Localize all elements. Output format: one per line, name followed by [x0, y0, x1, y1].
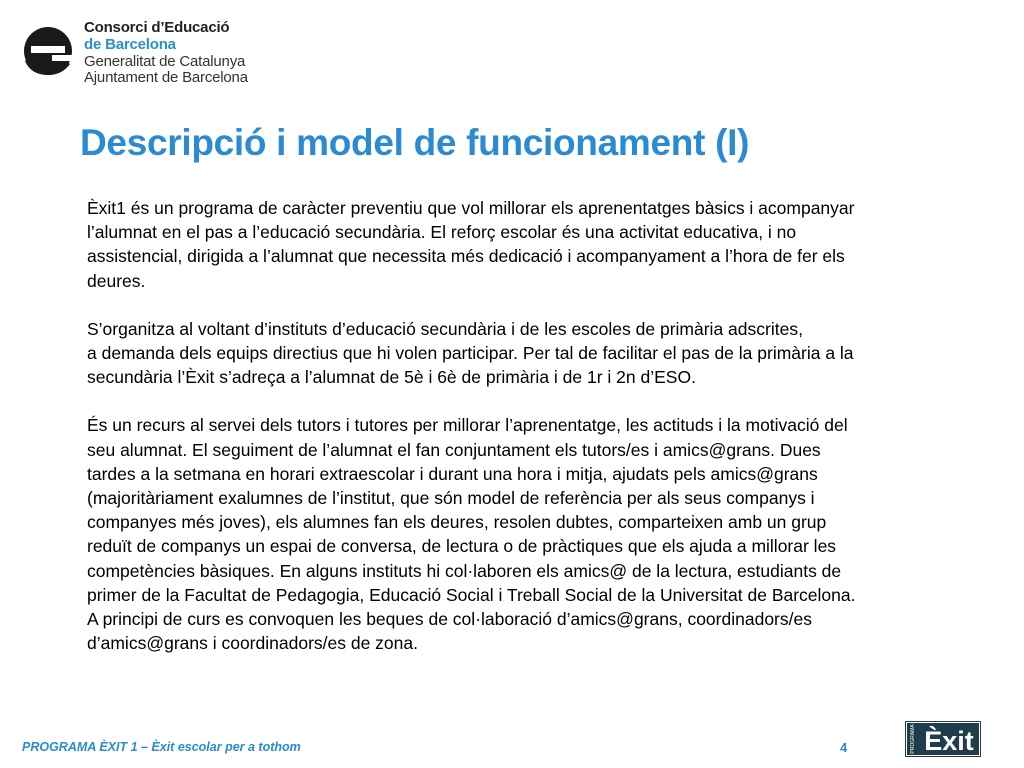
org-name-block: [84, 20, 314, 87]
org-name-line: Generalitat de Catalunya: [84, 52, 246, 70]
page-number: 4: [840, 740, 848, 755]
slide-title: Descripció i model de funcionament (I): [80, 122, 750, 163]
org-name-line: de Barcelona: [84, 35, 176, 53]
footer-program-label: PROGRAMA ÈXIT 1 – Èxit escolar per a tothom: [22, 740, 301, 754]
consorci-logo-icon: [22, 24, 74, 76]
body-paragraph: És un recurs al servei dels tutors i tutores per millorar l’aprenentatge, les actituds i la motivació del seu alumnat. El seguiment de l’alumnat el fan conjuntament els tutors/es i amics@grans. Dues tardes a la setmana en horari extraescolar i durant una hora i mitja, ajudats pels amics@grans (majoritàriament exalumnes de l’institut, que són model de referència per als seus companys i companyes més joves), els alumnes fan els deures, resolen dubtes, comparteixen amb un grup reduït de companys un espai de conversa, de lectura o de pràctiques que els ajuda a millorar les competències bàsiques. En alguns instituts hi col·laboren els amics@ de la lectura, estudiants de primer de la Facultat de Pedagogia, Educació Social i Treball Social de la Universitat de Barcelona. A principi de curs es convoquen les beques de col·laboració d’amics@grans, coordinadors/es d’amics@grans i coordinadors/es de zona.: [87, 415, 856, 654]
org-name-line: Consorci d’Educació: [84, 19, 230, 36]
body-paragraph: S’organitza al voltant d’instituts d’educació secundària i de les escoles de primària adscrites, a demanda dels equips directius que hi volen participar. Per tal de facilitar el pas de la primària a la secundària l’Èxit s’adreça a l’alumnat de 5è i 6è de primària i de 1r i 2n d’ESO.: [87, 318, 854, 388]
exit-program-logo-icon: [905, 721, 981, 757]
org-name-line: Ajuntament de Barcelona: [84, 69, 248, 87]
logo-side-text: PROGRAMA: [910, 724, 916, 754]
body-paragraph: Èxit1 és un programa de caràcter preventiu que vol millorar els aprenentatges bàsics i acompanyar l’alumnat en el pas a l’educació secundària. El reforç escolar és una activitat educativa, i no assistencial, dirigida a l’alumnat que necessita més dedicació i acompanyament a l’hora de fer els deures.: [87, 198, 855, 291]
logo-text: Èxit: [924, 726, 974, 756]
slide-body: [87, 196, 987, 679]
